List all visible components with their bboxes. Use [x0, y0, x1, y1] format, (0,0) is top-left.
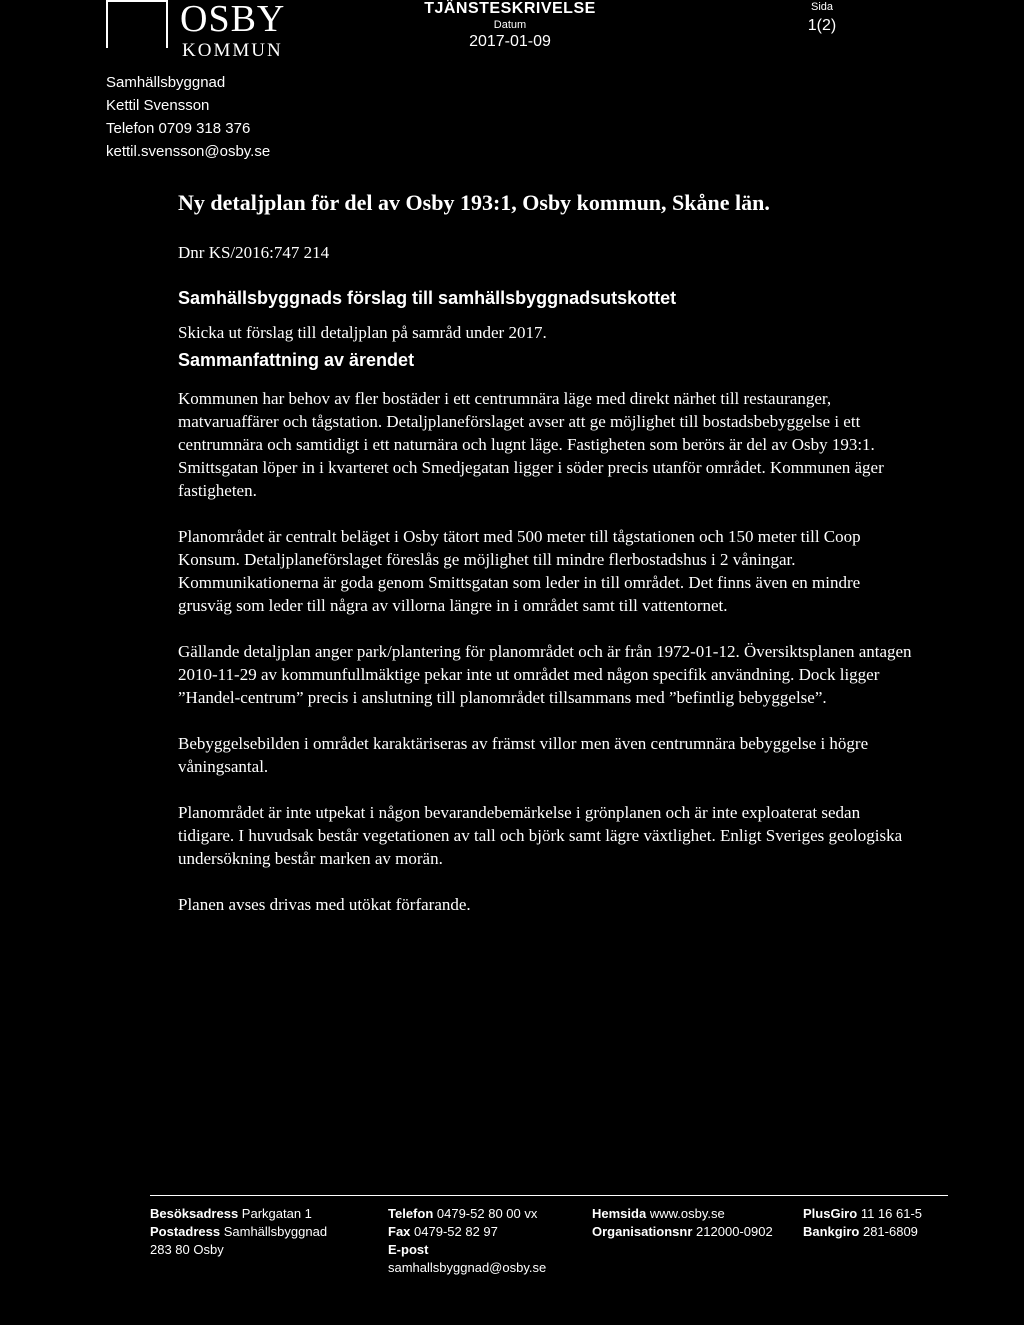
- sender-block: [106, 71, 270, 163]
- website-link[interactable]: www.osby.se: [649, 1206, 725, 1221]
- email-link[interactable]: samhallsbyggnad@osby.se: [388, 1260, 547, 1275]
- website-label: Hemsida: [592, 1206, 647, 1221]
- footer-giro: [803, 1205, 922, 1241]
- summary-paragraph: Kommunen har behov av fler bostäder i ett centrumnära läge med direkt närhet till restauranger, matvaruaffärer och tågstation. Detaljplaneförslaget avser att ge möjlighet till bostadsbebyggelse i ett centrumnära och samtidigt i ett naturnära och lugnt läge. Fastigheten som berörs är del av Osby 193:1. Smittsgatan löper in i kvarteret och Smedjegatan ligger i söder precis utanför området. Kommunen äger fastigheten.: [178, 389, 884, 500]
- logo-kommun: KOMMUN: [182, 40, 283, 61]
- org-number: 212000-0902: [696, 1224, 773, 1239]
- footer-address: [150, 1205, 327, 1259]
- document-body: [178, 188, 918, 916]
- footer-contact: [388, 1205, 546, 1277]
- logo-frame: [106, 0, 168, 48]
- date-value: 2017-01-09: [469, 33, 551, 50]
- org-number-label: Organisationsnr: [592, 1224, 693, 1239]
- sender-department: Samhällsbyggnad: [106, 74, 226, 91]
- postal-address-label: Postadress: [150, 1224, 221, 1239]
- footer-divider: [150, 1195, 948, 1196]
- fax-number: 0479-52 82 97: [414, 1224, 498, 1239]
- sender-email: kettil.svensson@osby.se: [106, 143, 271, 160]
- document-type: TJÄNSTESKRIVELSE: [424, 0, 596, 17]
- summary-paragraph: Planen avses drivas med utökat förfarande.: [178, 895, 471, 914]
- summary-paragraph: Planområdet är inte utpekat i någon bevarandebemärkelse i grönplanen och är inte exploaterat sedan tidigare. I huvudsak består vegetationen av tall och björk samt lägre växtlighet. Enligt Sveriges geologiska undersökning består marken av morän.: [178, 803, 903, 868]
- postal-city: 283 80 Osby: [150, 1242, 224, 1257]
- proposal-heading: Samhällsbyggnads förslag till samhällsbyggnadsutskottet: [178, 288, 677, 308]
- page-title: Ny detaljplan för del av Osby 193:1, Osby kommun, Skåne län.: [178, 190, 770, 215]
- date-label: Datum: [493, 19, 527, 31]
- plusgiro-label: PlusGiro: [803, 1206, 858, 1221]
- page-number: 1(2): [807, 17, 837, 34]
- email-label: E-post: [388, 1242, 429, 1257]
- phone-number: 0479-52 80 00 vx: [436, 1206, 538, 1221]
- footer-web-org: [592, 1205, 773, 1241]
- visit-address-label: Besöksadress: [150, 1206, 239, 1221]
- phone-label: Telefon: [388, 1206, 434, 1221]
- visit-address: Parkgatan 1: [241, 1206, 312, 1221]
- sender-person: Kettil Svensson: [106, 97, 210, 114]
- bankgiro-label: Bankgiro: [803, 1224, 860, 1239]
- case-number: Dnr KS/2016:747 214: [178, 243, 330, 262]
- proposal-text: Skicka ut förslag till detaljplan på samråd under 2017.: [178, 323, 547, 342]
- plusgiro-number: 11 16 61-5: [860, 1206, 923, 1221]
- summary-paragraph: Planområdet är centralt beläget i Osby tätort med 500 meter till tågstationen och 150 meter till Coop Konsum. Detaljplaneförslaget föreslås ge möjlighet till mindre flerbostadshus i 2 våningar. Kommunikationerna är goda genom Smittsgatan som leder in till området. Det finns även en mindre grusväg som leder till några av villorna längre in i området samt till vattentornet.: [178, 527, 861, 615]
- sender-phone: Telefon 0709 318 376: [106, 120, 251, 137]
- fax-label: Fax: [388, 1224, 411, 1239]
- page-label: Sida: [810, 1, 834, 13]
- summary-paragraph: Bebyggelsebilden i området karaktäriseras av främst villor men även centrumnära bebyggelse i högre våningsantal.: [178, 734, 869, 776]
- summary-paragraph: Gällande detaljplan anger park/plantering för planområdet och är från 1972-01-12. Översiktsplanen antagen 2010-11-29 av kommunfullmäktige pekar inte ut området med någon specifik användning. Dock ligger ”Handel-centrum” precis i anslutning till planområdet tillsammans med ”befintlig bebyggelse”.: [178, 642, 912, 707]
- logo-osby: OSBY: [180, 0, 286, 40]
- bankgiro-number: 281-6809: [862, 1224, 918, 1239]
- summary-heading: Sammanfattning av ärendet: [178, 350, 415, 370]
- postal-address: Samhällsbyggnad: [223, 1224, 328, 1239]
